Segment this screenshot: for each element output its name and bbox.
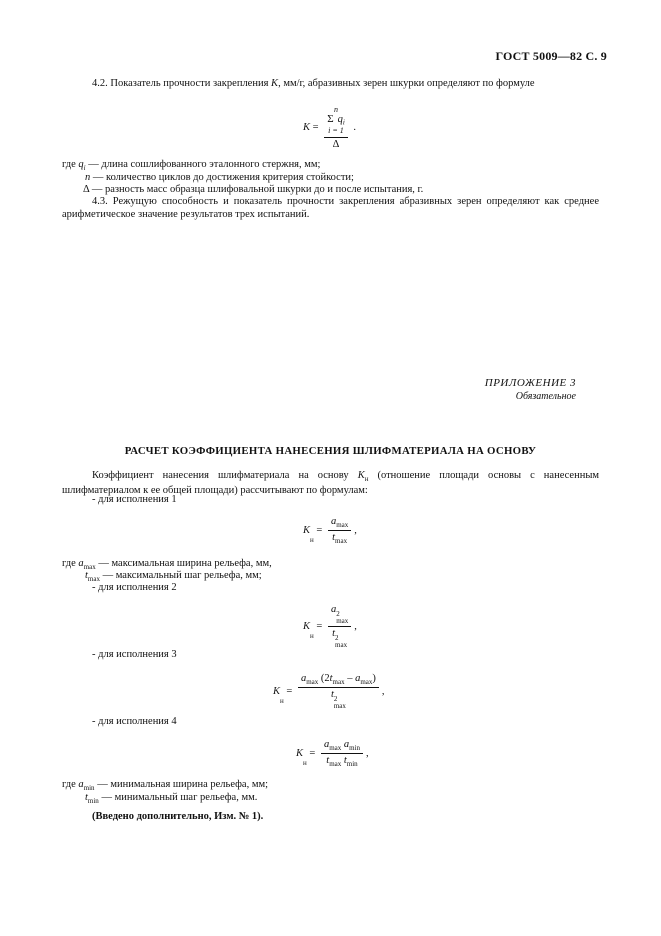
page-header: ГОСТ 5009—82 С. 9 <box>495 49 607 63</box>
intro-paragraph: Коэффициент нанесения шлифматериала на основу $K_н$ (отношение площади основы с нанесенным шлифматериалом к ее общей площади) рассчитывают по формулам: <box>62 470 600 496</box>
definition-amax: где $a_{max}$ — максимальная ширина рельефа, мм, <box>62 558 272 572</box>
formula-variant-1: $K_н$ = $\frac{a_{max}}{t_{max}}$ , <box>303 516 357 546</box>
symbol-k: K <box>271 78 279 89</box>
formula-variant-3: $K_н$ = $a_{max}$ $(2t_{max} - a_{max})$ t 2 max , <box>273 673 385 711</box>
appendix-label: ПРИЛОЖЕНИЕ 3 Обязательное <box>484 377 576 402</box>
variant-3-label: - для исполнения 3 <box>92 649 177 660</box>
section-title: РАСЧЕТ КОЭФФИЦИЕНТА НАНЕСЕНИЯ ШЛИФМАТЕРИАЛА НА ОСНОВУ <box>124 445 537 457</box>
amendment-note: (Введено дополнительно, Изм. № 1). <box>92 811 264 822</box>
variant-1-label: - для исполнения 1 <box>92 494 177 505</box>
variant-2-label: - для исполнения 2 <box>92 582 177 593</box>
paragraph-4-3: 4.3. Режущую способность и показатель прочности закрепления абразивных зерен определяют как среднее арифметическое значение результатов трех испытаний. <box>62 196 599 221</box>
variant-4-label: - для исполнения 4 <box>92 716 177 727</box>
paragraph-4-2: 4.2. Показатель прочности закрепления K, мм/г, абразивных зерен шкурки определяют по формуле <box>92 78 535 89</box>
fraction: n Σ $q_i$ i = 1 Δ <box>324 104 348 151</box>
definition-delta: Δ — разность масс образца шлифовальной шкурки до и после испытания, г. <box>83 184 424 195</box>
sum-operator: n Σ $q_i$ i = 1 <box>327 105 345 136</box>
definition-q: где $q_i$ — длина сошлифованного эталонного стержня, мм; <box>62 159 321 173</box>
definition-amin: где $a_{min}$ — минимальная ширина рельефа, мм; <box>62 779 269 793</box>
definition-n: n — количество циклов до достижения критерия стойкости; <box>85 172 354 183</box>
formula-variant-2: $K_н$ = a 2 max t 2 max , <box>303 604 357 649</box>
definition-tmax: $t_{max}$ — максимальный шаг рельефа, мм; <box>85 570 262 584</box>
formula-variant-4: $K_н$ = $\frac{a_{max} a_{min}}{t_{max} t_{min}}$ , <box>296 739 369 769</box>
definition-tmin: $t_{min}$ — минимальный шаг рельефа, мм. <box>85 792 258 806</box>
formula-k: K = n Σ $q_i$ i = 1 Δ . <box>303 105 357 150</box>
